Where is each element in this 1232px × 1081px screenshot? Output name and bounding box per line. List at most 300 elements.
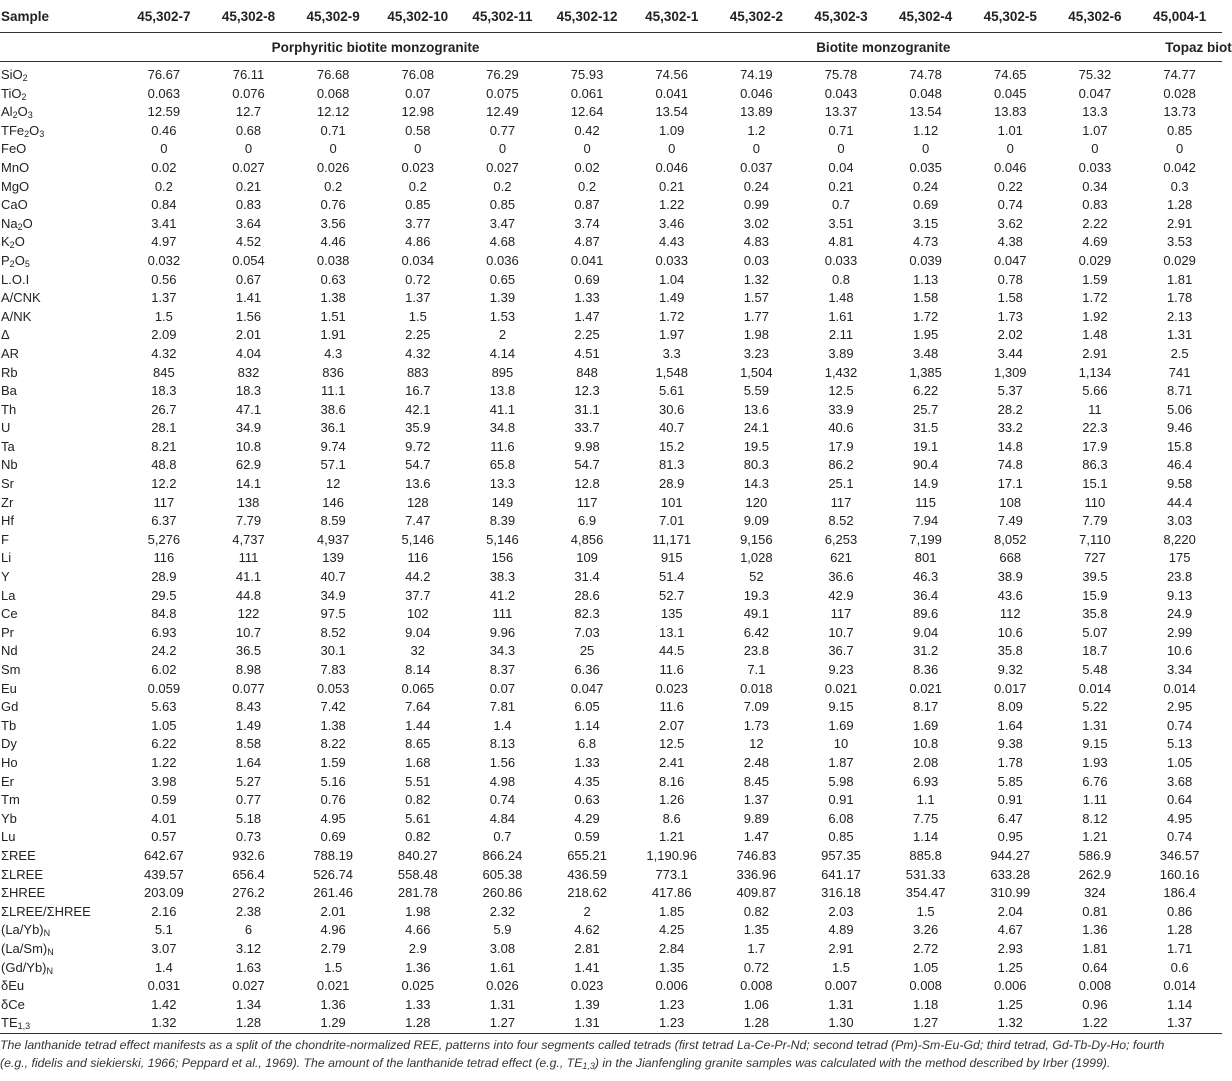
table-cell: 1.81: [1082, 940, 1108, 956]
table-row: [0, 810, 1222, 829]
table-cell: 1.31: [489, 996, 516, 1012]
table-cell: 0.56: [151, 271, 177, 287]
table-cell: 633.28: [990, 866, 1031, 882]
table-row: [0, 531, 1222, 550]
table-cell: 0.027: [486, 159, 519, 175]
table-cell: 0.85: [828, 829, 854, 845]
table-cell: 9.23: [828, 662, 854, 677]
table-cell: 586.9: [1078, 847, 1112, 863]
table-cell: 1.09: [659, 122, 685, 138]
table-cell: 76.67: [147, 67, 181, 82]
table-cell: 43.6: [997, 587, 1023, 603]
table-cell: 0.041: [655, 85, 688, 101]
table-cell: 0.72: [743, 959, 769, 975]
table-cell: 8.13: [489, 736, 516, 752]
table-row: [0, 252, 1222, 271]
table-cell: 0.017: [994, 680, 1027, 696]
table-cell: 8.71: [1166, 383, 1193, 399]
table-cell: 2.5: [1170, 345, 1189, 361]
table-cell: 13.3: [489, 476, 516, 492]
table-cell: 0.018: [740, 680, 773, 696]
table-cell: 832: [237, 364, 260, 380]
table-cell: 1.35: [743, 922, 769, 938]
table-cell: 0.041: [570, 252, 604, 268]
table-cell: 32: [410, 643, 426, 659]
table-cell: 5,146: [401, 531, 435, 547]
row-label: $TE_{1,3}$: [0, 1014, 122, 1033]
table-cell: 36.5: [235, 643, 262, 659]
table-cell: 9.38: [997, 736, 1023, 752]
row-label: $(La/Yb)_N$: [1, 922, 51, 939]
table-cell: 895: [491, 364, 514, 380]
table-cell: 0.74: [489, 792, 516, 808]
table-cell: 117: [576, 494, 598, 510]
table-cell: 0.76: [320, 197, 346, 213]
table-cell: 0.068: [316, 85, 350, 101]
table-cell: 9.89: [743, 810, 769, 826]
table-cell: 0.014: [1163, 978, 1196, 994]
table-cell: 848: [576, 364, 598, 380]
table-cell: 0.047: [570, 680, 604, 696]
table-cell: 0: [922, 141, 930, 157]
table-cell: 0.045: [994, 85, 1027, 101]
table-cell: 2.38: [235, 903, 262, 919]
table-cell: 3.03: [1166, 513, 1193, 529]
table-row: [0, 903, 1222, 922]
table-cell: 8.43: [235, 699, 262, 715]
row-label: $P_2O_5$: [1, 252, 30, 269]
table-cell: 1.78: [997, 754, 1023, 770]
table-cell: 31.1: [574, 401, 600, 417]
sample-header-2: 45,302-8: [206, 0, 291, 33]
table-cell: 1.01: [997, 122, 1023, 138]
table-cell: 3.3: [662, 345, 681, 361]
table-cell: 1.73: [743, 717, 769, 733]
table-cell: 5.16: [320, 773, 346, 789]
table-cell: 102: [406, 606, 429, 622]
table-cell: 52: [749, 569, 764, 585]
table-cell: 0.57: [151, 829, 177, 845]
table-cell: 0: [498, 141, 507, 157]
table-cell: 0: [837, 141, 845, 157]
row-label: Sr: [1, 476, 14, 492]
table-cell: 276.2: [232, 885, 265, 901]
table-cell: 1.73: [997, 308, 1023, 324]
table-row: [0, 921, 1222, 940]
table-cell: 0.77: [489, 122, 516, 138]
table-cell: 74.78: [909, 67, 942, 82]
table-row: [0, 475, 1222, 494]
table-cell: 436.59: [567, 866, 607, 882]
sample-header-5: 45,302-11: [460, 0, 545, 33]
table-cell: 1.68: [405, 754, 431, 770]
table-cell: 8.98: [235, 662, 262, 677]
table-cell: 0.025: [401, 978, 435, 994]
table-cell: 1.25: [997, 996, 1023, 1012]
table-cell: 49.1: [743, 606, 769, 622]
table-cell: 1.56: [489, 754, 516, 770]
row-label: Hf: [1, 513, 14, 529]
footnote-line-2: (e.g., fidelis and siekierski, 1966; Peppard et al., 1969). The amount of the lanthanide tetrad effect (e.g., $TE_{1,3}$) in the Jianfengling granite samples was calculated with the method described by Irber (1999).: [0, 1056, 1111, 1071]
table-row: [0, 587, 1222, 606]
table-cell: 0.8: [831, 271, 851, 287]
table-cell: 1.05: [912, 959, 939, 975]
row-label: MgO: [1, 178, 30, 194]
table-cell: 0.46: [151, 122, 177, 138]
table-cell: 12.64: [570, 104, 604, 120]
table-cell: 1,190.96: [646, 847, 698, 863]
table-row: [0, 159, 1222, 178]
sample-header-4: 45,302-10: [375, 0, 460, 33]
table-cell: 0.023: [401, 159, 435, 175]
table-cell: 52.7: [659, 587, 685, 603]
table-cell: 4.62: [574, 922, 600, 938]
row-label: ΣLREE: [1, 866, 43, 882]
table-cell: 111: [492, 606, 513, 622]
table-cell: 1.41: [235, 290, 262, 306]
table-cell: 2.01: [235, 327, 262, 343]
sample-header-3: 45,302-9: [291, 0, 376, 33]
table-cell: 3.89: [828, 345, 854, 361]
table-cell: 0: [1006, 141, 1014, 157]
row-label: $Al_2O_3$: [1, 104, 33, 121]
table-cell: 18.3: [235, 383, 262, 399]
table-cell: 26.7: [151, 401, 177, 417]
table-cell: 34.9: [235, 420, 262, 436]
table-cell: 9.13: [1166, 587, 1193, 603]
table-cell: 1.36: [1082, 922, 1108, 938]
table-cell: 0.043: [824, 85, 858, 101]
row-label: Th: [1, 401, 17, 417]
table-cell: 773.1: [655, 866, 688, 882]
table-cell: 1.28: [714, 1014, 799, 1033]
table-cell: 6.22: [151, 736, 177, 752]
table-cell: 0.04: [828, 159, 854, 175]
sample-header-11: 45,302-5: [968, 0, 1053, 33]
table-cell: 0.85: [1166, 122, 1193, 138]
table-cell: 34.9: [320, 587, 346, 603]
table-cell: 1.14: [1166, 996, 1193, 1012]
table-cell: 1.28: [206, 1014, 291, 1033]
table-row: [0, 735, 1222, 754]
table-cell: 13.54: [655, 104, 688, 120]
table-cell: 76.29: [486, 67, 519, 82]
table-cell: 1.26: [659, 792, 685, 808]
table-cell: 1.81: [1166, 271, 1193, 287]
table-cell: 15.2: [659, 438, 685, 454]
table-cell: 146: [322, 494, 344, 510]
table-cell: 1.39: [574, 996, 600, 1012]
table-cell: 44.5: [659, 643, 685, 659]
table-cell: 439.57: [143, 866, 184, 882]
table-cell: 40.6: [828, 420, 854, 436]
table-cell: 80.3: [743, 457, 769, 473]
table-cell: 6.22: [912, 383, 939, 399]
table-cell: 30.6: [659, 401, 685, 417]
table-cell: 2.25: [574, 327, 600, 343]
table-cell: 0.014: [1163, 680, 1196, 696]
table-cell: 2.84: [659, 940, 685, 956]
table-cell: 0.96: [1082, 996, 1108, 1012]
table-cell: 13.83: [994, 104, 1027, 120]
table-cell: 0.59: [574, 829, 600, 845]
table-cell: 2.11: [828, 327, 854, 343]
table-cell: 90.4: [912, 457, 939, 473]
table-cell: 7.81: [489, 699, 516, 715]
table-cell: 2.16: [151, 903, 177, 919]
row-label: $TFe_2O_3$: [1, 122, 45, 139]
table-cell: 0.032: [147, 252, 181, 268]
table-cell: 1.30: [799, 1014, 884, 1033]
sample-header-8: 45,302-2: [714, 0, 799, 33]
table-cell: 4.73: [912, 234, 939, 250]
table-row: [0, 66, 1222, 85]
table-cell: 8.21: [151, 438, 177, 454]
table-cell: 74.65: [994, 67, 1027, 82]
table-cell: 10.6: [1166, 643, 1193, 659]
table-cell: 19.5: [743, 438, 769, 454]
table-cell: 0.008: [1078, 978, 1112, 994]
table-cell: 9.74: [320, 438, 346, 454]
table-cell: 0.2: [408, 178, 427, 194]
table-cell: 4.52: [235, 234, 262, 250]
table-cell: 0.68: [235, 122, 262, 138]
table-cell: 3.53: [1166, 234, 1193, 250]
table-cell: 957.35: [821, 847, 861, 863]
table-cell: 42.1: [405, 401, 431, 417]
table-cell: 3.51: [828, 215, 854, 231]
table-cell: 3.07: [151, 940, 177, 956]
table-cell: 0.2: [578, 178, 597, 194]
table-cell: 2.79: [320, 940, 346, 956]
table-cell: 1.98: [405, 903, 431, 919]
table-cell: 1.47: [574, 308, 600, 324]
table-cell: 1.4: [493, 717, 512, 733]
table-cell: 0.046: [740, 85, 773, 101]
table-cell: 1.87: [828, 754, 854, 770]
row-label: δEu: [1, 978, 25, 994]
table-cell: 7.49: [997, 513, 1023, 529]
table-cell: 605.38: [482, 866, 523, 882]
table-cell: 1.58: [997, 290, 1023, 306]
table-row: [0, 85, 1222, 104]
table-row: [0, 568, 1222, 587]
table-cell: 6.47: [997, 810, 1023, 826]
table-cell: 0.033: [1078, 159, 1112, 175]
table-cell: 44.2: [405, 569, 431, 585]
table-cell: 0.054: [232, 252, 265, 268]
table-cell: 9.96: [489, 624, 516, 640]
table-cell: 1.27: [460, 1014, 545, 1033]
table-cell: 3.56: [320, 215, 346, 231]
table-cell: 12.8: [574, 476, 600, 492]
table-cell: 0.74: [1166, 829, 1193, 845]
table-cell: 5.63: [151, 699, 177, 715]
table-row: [0, 866, 1222, 885]
table-cell: 883: [406, 364, 429, 380]
table-cell: 0.026: [486, 978, 519, 994]
table-cell: 4.89: [828, 922, 854, 938]
table-cell: 0.031: [147, 978, 181, 994]
row-label: Ba: [1, 383, 17, 399]
table-cell: 1.44: [405, 717, 431, 733]
row-label: $Na_2O$: [1, 215, 33, 232]
table-cell: 86.2: [828, 457, 854, 473]
table-cell: 1.14: [912, 829, 939, 845]
table-cell: 5.85: [997, 773, 1023, 789]
table-row: [0, 382, 1222, 401]
table-cell: 8.09: [997, 699, 1023, 715]
table-cell: 16.7: [405, 383, 431, 399]
row-label: Nb: [1, 457, 18, 473]
table-cell: 0.3: [1170, 178, 1189, 194]
table-cell: 18.7: [1082, 643, 1108, 659]
table-cell: 11.1: [320, 383, 346, 399]
table-cell: 0.21: [235, 178, 262, 194]
table-cell: 0.038: [316, 252, 350, 268]
table-cell: 621: [830, 550, 852, 566]
table-cell: 0.58: [405, 122, 431, 138]
table-cell: 1.33: [574, 290, 600, 306]
row-label: ΣLREE/ΣHREE: [1, 903, 91, 919]
table-cell: 31.4: [574, 569, 600, 585]
table-cell: 1.35: [659, 959, 685, 975]
table-cell: 116: [153, 550, 175, 566]
table-cell: 1.37: [743, 792, 769, 808]
table-cell: 15.1: [1082, 476, 1108, 492]
table-cell: 0.91: [997, 792, 1023, 808]
table-cell: 0.83: [1082, 197, 1108, 213]
table-cell: 35.9: [405, 420, 431, 436]
table-cell: 0.2: [324, 178, 343, 194]
table-cell: 2: [498, 327, 507, 343]
table-cell: 14.9: [912, 476, 939, 492]
row-label: A/NK: [1, 308, 32, 324]
table-cell: 4.98: [489, 773, 516, 789]
table-cell: 5.66: [1082, 383, 1108, 399]
table-cell: 1.33: [405, 996, 431, 1012]
table-cell: 46.3: [912, 569, 939, 585]
table-cell: 2: [583, 903, 591, 919]
table-cell: 0.033: [824, 252, 858, 268]
table-cell: 65.8: [489, 457, 516, 473]
table-cell: 2.09: [151, 327, 177, 343]
table-cell: 3.08: [489, 940, 516, 956]
table-cell: 117: [153, 494, 175, 510]
table-cell: 0.69: [320, 829, 346, 845]
table-cell: 1.5: [154, 308, 173, 324]
table-cell: 1.47: [743, 829, 769, 845]
table-cell: 0.69: [574, 271, 600, 287]
table-cell: 8.52: [320, 624, 346, 640]
table-cell: 0: [414, 141, 422, 157]
table-cell: 7.01: [659, 513, 685, 529]
table-cell: 8.59: [320, 513, 346, 529]
table-cell: 0.85: [489, 197, 516, 213]
table-cell: 558.48: [397, 866, 438, 882]
table-cell: 74.77: [1163, 67, 1196, 82]
table-cell: 0.64: [1166, 792, 1193, 808]
table-cell: 28.1: [151, 420, 177, 436]
table-cell: 13.89: [740, 104, 773, 120]
row-label: TiO$_2$: [1, 85, 27, 102]
table-cell: 12.98: [401, 104, 435, 120]
table-cell: 76.11: [232, 67, 265, 82]
table-cell: 5.48: [1082, 662, 1108, 677]
table-cell: 840.27: [397, 847, 438, 863]
table-cell: 11.6: [659, 662, 684, 677]
table-cell: 25.1: [828, 476, 854, 492]
sample-header-1: 45,302-7: [122, 0, 207, 33]
table-cell: 0.24: [743, 178, 769, 194]
table-cell: 12: [325, 476, 341, 492]
sample-header-row: [0, 0, 1222, 33]
row-label: Dy: [1, 736, 17, 752]
table-cell: 0.86: [1166, 903, 1193, 919]
table-cell: 4.86: [405, 234, 431, 250]
table-cell: 261.46: [313, 885, 354, 901]
table-cell: 36.1: [320, 420, 346, 436]
table-cell: 1.69: [912, 717, 939, 733]
table-cell: 1.27: [883, 1014, 968, 1033]
table-cell: 0.014: [1078, 680, 1112, 696]
table-cell: 0.076: [232, 85, 265, 101]
table-cell: 5.98: [828, 773, 854, 789]
table-cell: 0.023: [570, 978, 604, 994]
table-cell: 46.4: [1166, 457, 1193, 473]
row-label: SiO$_2$: [1, 67, 28, 83]
table-cell: 8.36: [912, 662, 939, 677]
row-label: $(Gd/Yb)_N$: [1, 959, 54, 976]
table-cell: 0.07: [405, 85, 431, 101]
table-row: [0, 791, 1222, 810]
table-cell: 3.46: [659, 215, 685, 231]
table-cell: 6.42: [743, 624, 769, 640]
table-cell: 0.63: [320, 271, 346, 287]
table-cell: 8.39: [489, 513, 516, 529]
table-cell: 15.8: [1166, 438, 1193, 454]
table-cell: 149: [491, 494, 514, 510]
table-cell: 1.95: [912, 327, 939, 343]
table-row: [0, 773, 1222, 792]
table-cell: 13.6: [405, 476, 431, 492]
table-cell: 0.047: [994, 252, 1027, 268]
table-cell: 44.4: [1166, 494, 1193, 510]
table-cell: 160.16: [1159, 866, 1200, 882]
table-cell: 13.1: [659, 624, 685, 640]
table-cell: 51.4: [659, 569, 685, 585]
table-cell: 3.23: [743, 345, 769, 361]
table-cell: 1,432: [824, 364, 858, 380]
table-cell: 1.59: [1082, 271, 1108, 287]
row-label: Ce: [1, 606, 18, 622]
table-cell: 1.69: [828, 717, 854, 733]
table-cell: 1.4: [154, 959, 173, 975]
table-cell: 8,052: [994, 531, 1027, 547]
table-cell: 54.7: [574, 457, 600, 473]
table-cell: 1.31: [1166, 327, 1193, 343]
table-cell: 5.06: [1166, 401, 1193, 417]
table-cell: 354.47: [905, 885, 946, 901]
table-cell: 3.48: [912, 345, 939, 361]
table-cell: 81.3: [659, 457, 685, 473]
table-cell: 1.05: [1166, 754, 1193, 770]
table-cell: 1,134: [1078, 364, 1112, 380]
table-cell: 0.71: [320, 122, 346, 138]
table-cell: 1.48: [1082, 327, 1108, 343]
table-cell: 1.05: [151, 717, 177, 733]
table-cell: 1.57: [743, 290, 769, 306]
